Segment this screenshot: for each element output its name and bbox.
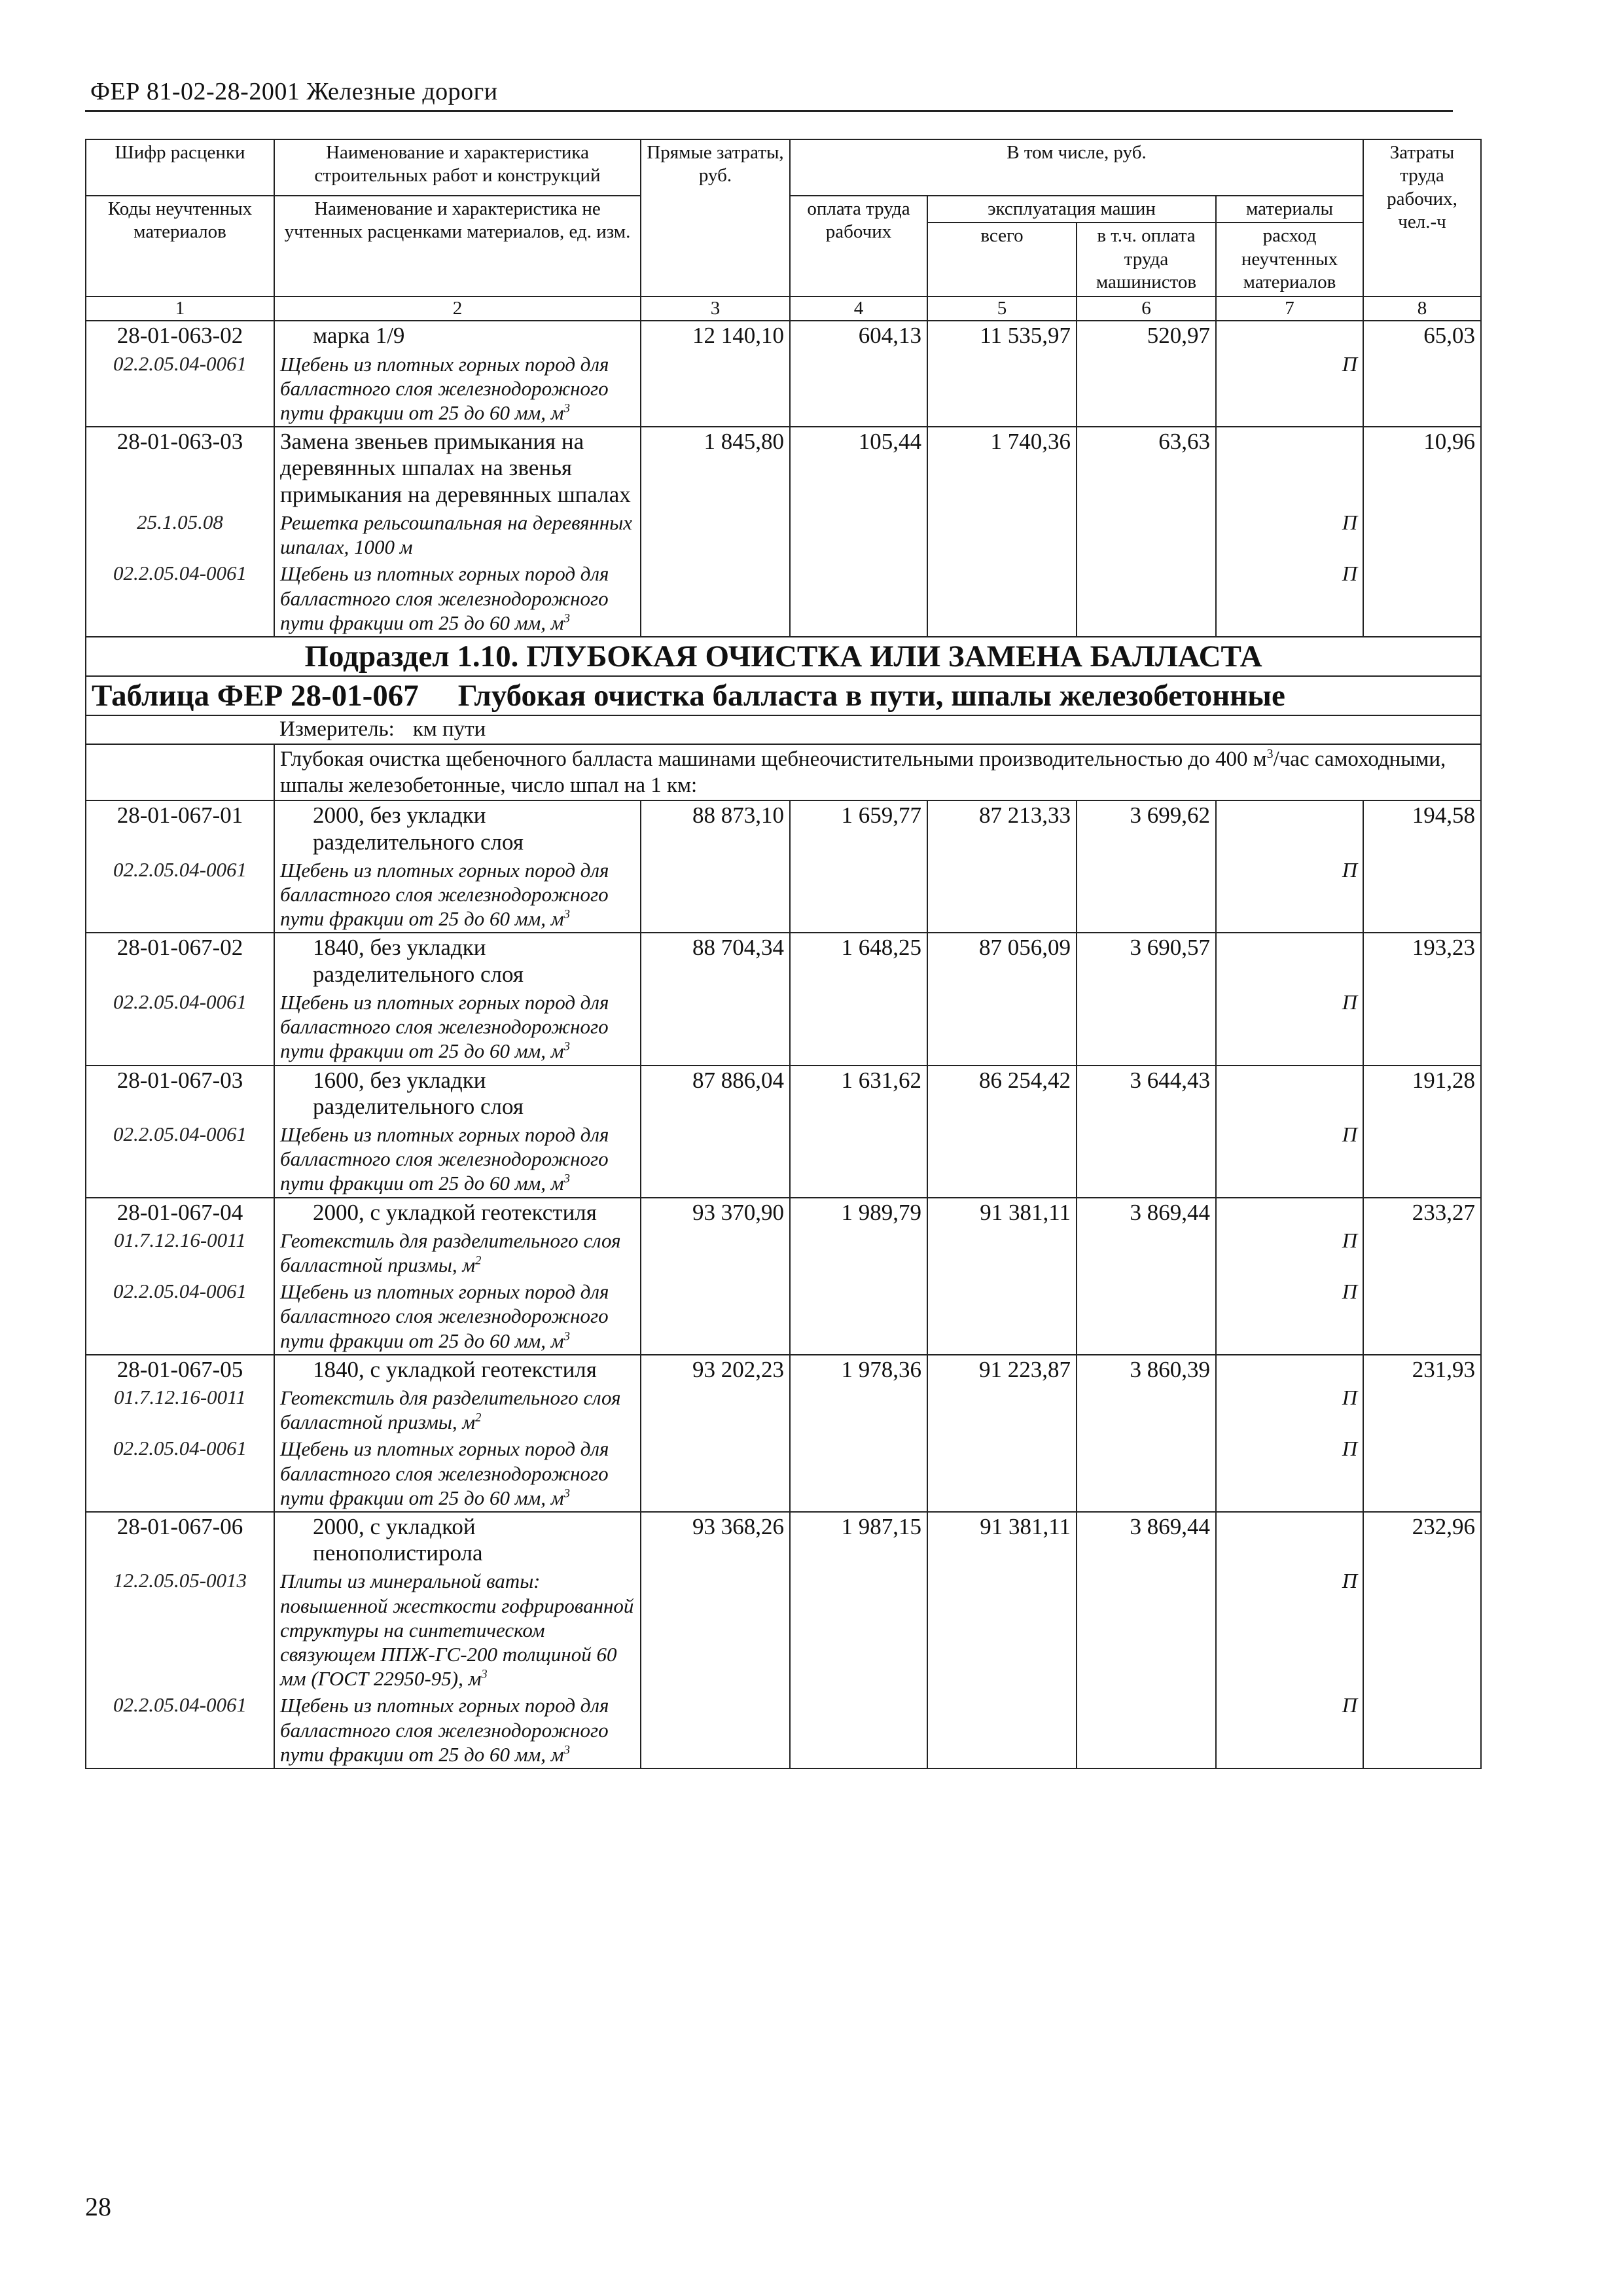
table-row [86, 1355, 1481, 1384]
machines-total: 11 535,97 [927, 321, 1077, 427]
work-name: Замена звеньев примыкания на деревянных шпалах на звенья примыкания на деревянных шпалах [274, 427, 641, 509]
header-rule [85, 110, 1453, 112]
column-number: 8 [1363, 296, 1481, 321]
material-mark-empty [1216, 800, 1363, 857]
superscript: 3 [563, 401, 570, 416]
rate-code: 28-01-063-02 [86, 321, 274, 350]
table-title-code: Таблица ФЕР 28-01-067 [92, 678, 419, 713]
material-mark-empty [1216, 427, 1363, 509]
material-code: 02.2.05.04-0061 [86, 1435, 274, 1512]
labor-hours: 193,23 [1363, 933, 1481, 1065]
rate-code: 28-01-067-01 [86, 800, 274, 857]
labor-hours: 10,96 [1363, 427, 1481, 637]
labor-cost: 604,13 [790, 321, 927, 427]
material-mark: П [1216, 989, 1363, 1066]
meter-spacer [86, 715, 274, 744]
column-number: 5 [927, 296, 1077, 321]
description [274, 744, 1481, 801]
material-name-text: Щебень из плотных горных пород для балластного слоя железнодорожного пути фракции от 25 до 60 мм, м [280, 1123, 609, 1195]
material-name [274, 1692, 641, 1768]
material-name-text: Геотекстиль для разделительного слоя балластной призмы, м [280, 1229, 621, 1277]
operators-pay: 3 869,44 [1077, 1198, 1216, 1355]
operators-pay: 3 860,39 [1077, 1355, 1216, 1512]
operators-pay: 3 869,44 [1077, 1512, 1216, 1768]
meter-row [86, 715, 1481, 744]
material-mark: П [1216, 857, 1363, 933]
rate-code: 28-01-067-02 [86, 933, 274, 989]
table-row [86, 800, 1481, 857]
work-name: 1840, с укладкой геотекстиля [274, 1355, 641, 1384]
col4-header: оплата труда рабочих [790, 196, 927, 296]
superscript: 3 [481, 1667, 488, 1681]
page-number: 28 [85, 2192, 111, 2221]
material-name [274, 351, 641, 427]
material-mark: П [1216, 509, 1363, 560]
rate-code: 28-01-067-06 [86, 1512, 274, 1568]
labor-cost: 1 987,15 [790, 1512, 927, 1768]
col1-header-bottom: Коды неучтенных материалов [86, 196, 274, 296]
column-number: 7 [1216, 296, 1363, 321]
material-name-text: Щебень из плотных горных пород для балластного слоя железнодорожного пути фракции от 25 до 60 мм, м [280, 352, 609, 425]
direct-cost: 93 370,90 [641, 1198, 790, 1355]
machines-total: 91 223,87 [927, 1355, 1077, 1512]
labor-cost: 1 648,25 [790, 933, 927, 1065]
col3-header: Прямые затраты, руб. [641, 139, 790, 296]
material-name-text: Щебень из плотных горных пород для балластного слоя железнодорожного пути фракции от 25 до 60 мм, м [280, 1694, 609, 1766]
column-number: 4 [790, 296, 927, 321]
material-name [274, 1121, 641, 1198]
section-heading: Подраздел 1.10. ГЛУБОКАЯ ОЧИСТКА ИЛИ ЗАМЕНА БАЛЛАСТА [86, 637, 1481, 676]
direct-cost: 12 140,10 [641, 321, 790, 427]
material-name [274, 1227, 641, 1278]
direct-cost: 88 704,34 [641, 933, 790, 1065]
meter-value: км пути [412, 717, 486, 741]
column-number: 6 [1077, 296, 1216, 321]
labor-cost: 1 659,77 [790, 800, 927, 933]
direct-cost: 93 368,26 [641, 1512, 790, 1768]
material-mark: П [1216, 1227, 1363, 1278]
material-name-text: Щебень из плотных горных пород для балластного слоя железнодорожного пути фракции от 25 до 60 мм, м [280, 858, 609, 931]
material-name [274, 1384, 641, 1435]
material-code: 25.1.05.08 [86, 509, 274, 560]
material-code: 02.2.05.04-0061 [86, 1121, 274, 1198]
material-name-text: Щебень из плотных горных пород для балластного слоя железнодорожного пути фракции от 25 до 60 мм, м [280, 562, 609, 634]
labor-cost: 1 989,79 [790, 1198, 927, 1355]
superscript: 3 [563, 1040, 570, 1054]
table-row [86, 933, 1481, 989]
column-number: 3 [641, 296, 790, 321]
table-row [86, 1512, 1481, 1568]
labor-hours: 65,03 [1363, 321, 1481, 427]
machines-header: эксплуатация машин [927, 196, 1216, 223]
meter [274, 715, 1481, 744]
labor-cost: 1 978,36 [790, 1355, 927, 1512]
column-numbers-row [86, 296, 1481, 321]
col8-header: Затраты труда рабочих, чел.-ч [1363, 139, 1481, 296]
operators-pay: 520,97 [1077, 321, 1216, 427]
operators-pay: 3 690,57 [1077, 933, 1216, 1065]
operators-pay: 63,63 [1077, 427, 1216, 637]
material-mark-empty [1216, 1066, 1363, 1122]
material-name [274, 857, 641, 933]
superscript: 3 [563, 1743, 570, 1757]
material-mark-empty [1216, 1355, 1363, 1384]
work-name: 1840, без укладки разделительного слоя [274, 933, 641, 989]
table-row [86, 427, 1481, 509]
superscript: 3 [563, 1329, 570, 1344]
machines-total: 86 254,42 [927, 1066, 1077, 1198]
description-row [86, 744, 1481, 801]
material-name-text: Плиты из минеральной ваты: повышенной жесткости гофрированной структуры на синтетическом связующем ППЖ-ГС-200 толщиной 60 мм (ГОСТ 22950-95), м [280, 1570, 634, 1691]
superscript: 3 [563, 1172, 570, 1187]
table-title-name: Глубокая очистка балласта в пути, шпалы железобетонные [457, 678, 1285, 713]
material-mark: П [1216, 1121, 1363, 1198]
header-row-1 [86, 139, 1481, 196]
table-title-row [86, 676, 1481, 715]
machines-total: 87 213,33 [927, 800, 1077, 933]
rate-code: 28-01-067-05 [86, 1355, 274, 1384]
superscript: 3 [563, 611, 570, 626]
material-mark-empty [1216, 1512, 1363, 1568]
material-name: Решетка рельсошпальная на деревянных шпалах, 1000 м [274, 509, 641, 560]
material-name [274, 1435, 641, 1512]
material-mark-empty [1216, 933, 1363, 989]
material-code: 02.2.05.04-0061 [86, 1278, 274, 1355]
direct-cost: 88 873,10 [641, 800, 790, 933]
material-mark: П [1216, 1384, 1363, 1435]
material-mark: П [1216, 1435, 1363, 1512]
description-text-1: Глубокая очистка щебеночного балласта машинами щебнеочистительными производительностью до 400 м [280, 747, 1267, 771]
machines-total: 91 381,11 [927, 1512, 1077, 1768]
table-row [86, 1066, 1481, 1122]
col6-header: в т.ч. оплата труда машинистов [1077, 223, 1216, 296]
machines-total: 87 056,09 [927, 933, 1077, 1065]
labor-cost: 105,44 [790, 427, 927, 637]
col2-header-top: Наименование и характеристика строительных работ и конструкций [274, 139, 641, 196]
material-name-text: Геотекстиль для разделительного слоя балластной призмы, м [280, 1386, 621, 1434]
operators-pay: 3 699,62 [1077, 800, 1216, 933]
machines-total: 1 740,36 [927, 427, 1077, 637]
description-text-2: /час самоходными, шпалы железобетонные, число шпал на 1 км: [280, 747, 1446, 798]
table-row [86, 321, 1481, 350]
superscript: 2 [475, 1253, 482, 1268]
superscript: 2 [475, 1410, 482, 1425]
rate-code: 28-01-063-03 [86, 427, 274, 509]
superscript: 3 [563, 1486, 570, 1501]
labor-hours: 194,58 [1363, 800, 1481, 933]
column-number: 1 [86, 296, 274, 321]
material-mark: П [1216, 560, 1363, 637]
col1-header-top: Шифр расценки [86, 139, 274, 196]
section-heading-row [86, 637, 1481, 676]
material-code: 12.2.05.05-0013 [86, 1568, 274, 1692]
rate-code: 28-01-067-04 [86, 1198, 274, 1227]
materials-header: материалы [1216, 196, 1363, 223]
material-name [274, 989, 641, 1066]
material-code: 02.2.05.04-0061 [86, 560, 274, 637]
rates-table [85, 139, 1482, 1769]
incl-header: В том числе, руб. [790, 139, 1363, 196]
material-code: 02.2.05.04-0061 [86, 351, 274, 427]
material-name-text: Щебень из плотных горных пород для балластного слоя железнодорожного пути фракции от 25 до 60 мм, м [280, 1437, 609, 1509]
col7-header: расход неучтенных материалов [1216, 223, 1363, 296]
material-mark: П [1216, 1278, 1363, 1355]
direct-cost: 93 202,23 [641, 1355, 790, 1512]
labor-cost: 1 631,62 [790, 1066, 927, 1198]
superscript: 3 [563, 907, 570, 922]
labor-hours: 232,96 [1363, 1512, 1481, 1768]
work-name: 2000, без укладки разделительного слоя [274, 800, 641, 857]
superscript: 3 [1266, 746, 1274, 761]
material-mark: П [1216, 1568, 1363, 1692]
material-code: 02.2.05.04-0061 [86, 857, 274, 933]
material-name [274, 1568, 641, 1692]
labor-hours: 233,27 [1363, 1198, 1481, 1355]
table-row [86, 1198, 1481, 1227]
material-code: 01.7.12.16-0011 [86, 1384, 274, 1435]
work-name: 2000, с укладкой геотекстиля [274, 1198, 641, 1227]
material-name-text: Щебень из плотных горных пород для балластного слоя железнодорожного пути фракции от 25 до 60 мм, м [280, 990, 609, 1063]
material-name [274, 1278, 641, 1355]
material-mark: П [1216, 351, 1363, 427]
operators-pay: 3 644,43 [1077, 1066, 1216, 1198]
col2-header-bottom: Наименование и характеристика не учтенных расценками материалов, ед. изм. [274, 196, 641, 296]
direct-cost: 87 886,04 [641, 1066, 790, 1198]
material-code: 01.7.12.16-0011 [86, 1227, 274, 1278]
material-mark-empty [1216, 1198, 1363, 1227]
material-name-text: Щебень из плотных горных пород для балластного слоя железнодорожного пути фракции от 25 до 60 мм, м [280, 1280, 609, 1352]
labor-hours: 231,93 [1363, 1355, 1481, 1512]
meter-label: Измеритель: [279, 717, 395, 741]
table-title [86, 676, 1481, 715]
material-code: 02.2.05.04-0061 [86, 989, 274, 1066]
material-mark: П [1216, 1692, 1363, 1768]
material-code: 02.2.05.04-0061 [86, 1692, 274, 1768]
column-number: 2 [274, 296, 641, 321]
machines-total: 91 381,11 [927, 1198, 1077, 1355]
col5-header: всего [927, 223, 1077, 296]
work-name: марка 1/9 [274, 321, 641, 350]
material-name [274, 560, 641, 637]
labor-hours: 191,28 [1363, 1066, 1481, 1198]
rate-code: 28-01-067-03 [86, 1066, 274, 1122]
description-spacer [86, 744, 274, 801]
direct-cost: 1 845,80 [641, 427, 790, 637]
material-mark-empty [1216, 321, 1363, 350]
work-name: 1600, без укладки разделительного слоя [274, 1066, 641, 1122]
page-header: ФЕР 81-02-28-2001 Железные дороги [90, 78, 498, 105]
work-name: 2000, с укладкой пенополистирола [274, 1512, 641, 1568]
